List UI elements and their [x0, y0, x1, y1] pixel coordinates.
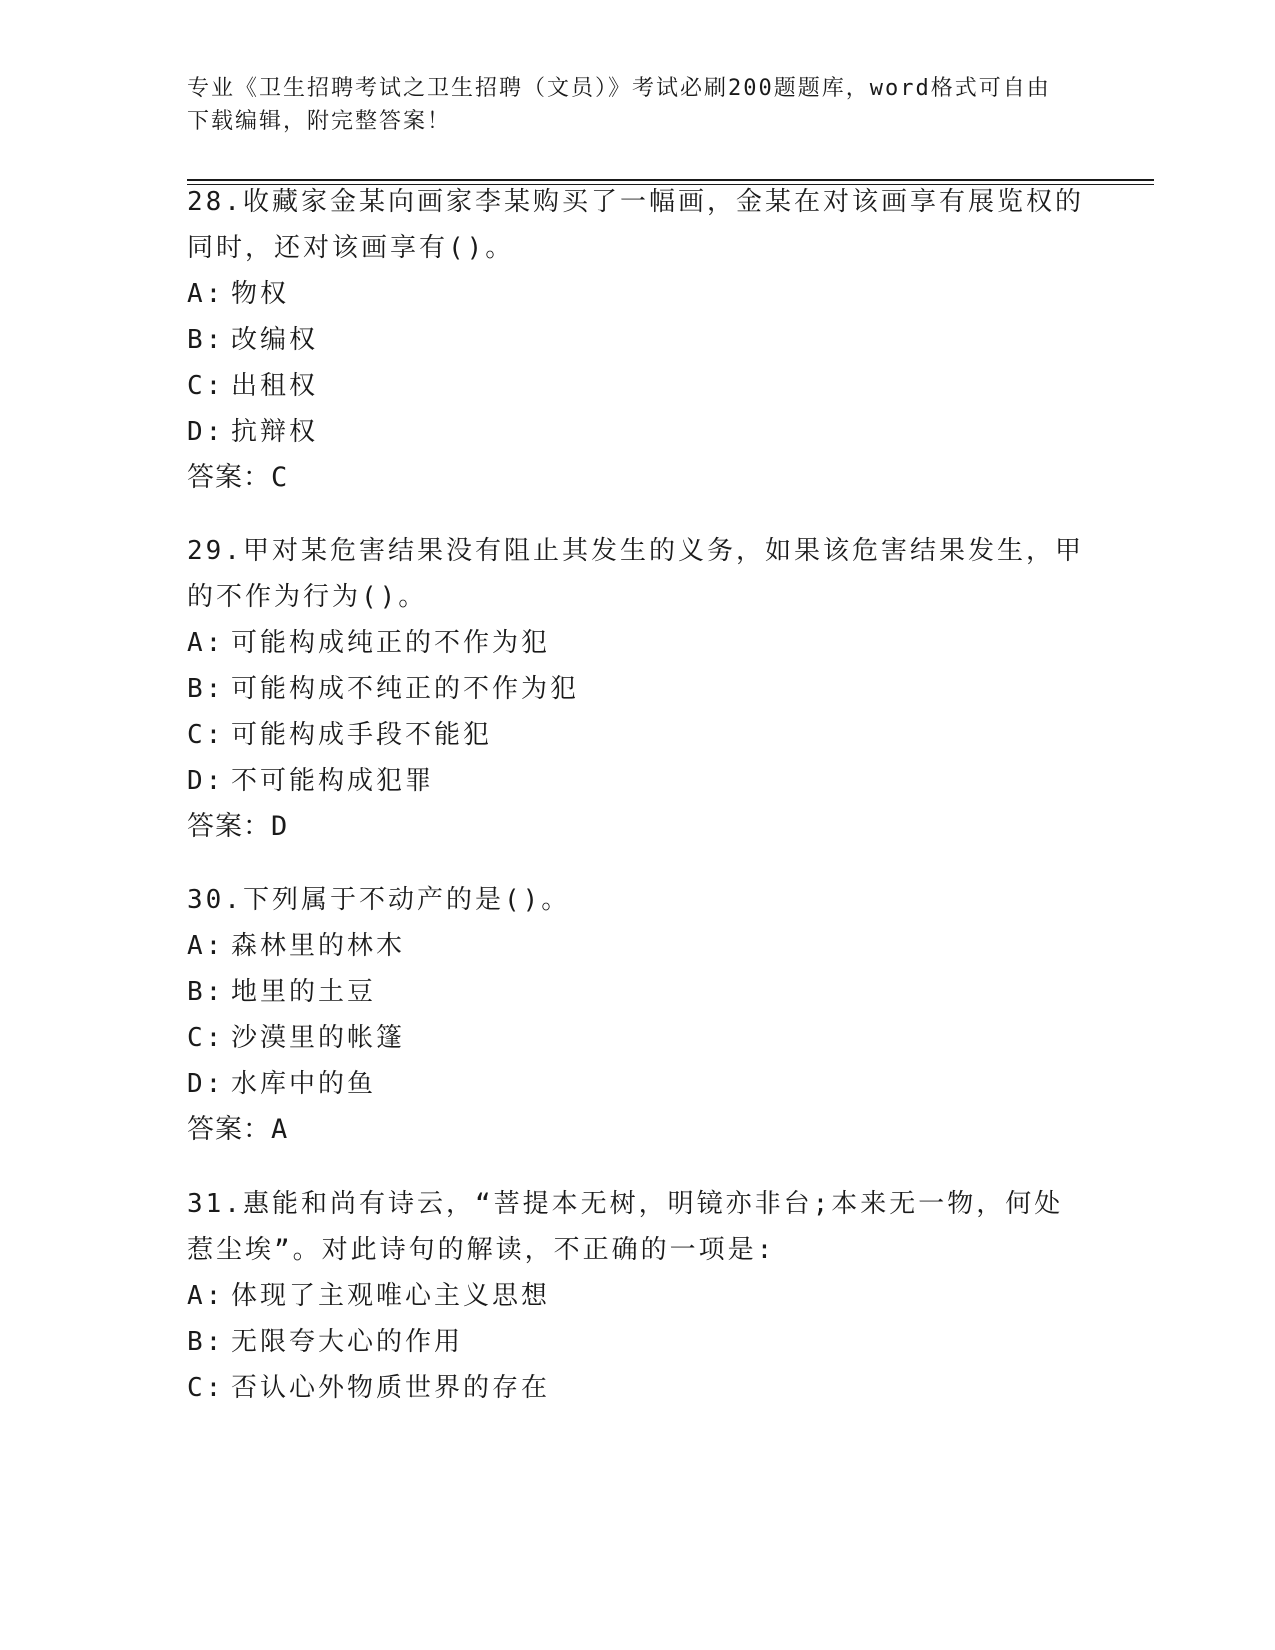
answer-label: 答案：: [187, 811, 271, 842]
option-text: 不可能构成犯罪: [231, 766, 435, 796]
option-letter: C:: [187, 371, 225, 401]
option-letter: B:: [187, 674, 225, 704]
option-text: 无限夸大心的作用: [231, 1327, 464, 1357]
option-a: [187, 1273, 1087, 1319]
option-text: 水库中的鱼: [231, 1069, 377, 1099]
option-c: [187, 363, 1087, 409]
question-stem: 29.甲对某危害结果没有阻止其发生的义务，如果该危害结果发生，甲的不作为行为()。: [187, 536, 1084, 612]
option-letter: B:: [187, 1327, 225, 1357]
option-letter: A:: [187, 279, 225, 309]
document-header: 专业《卫生招聘考试之卫生招聘（文员）》考试必刷200题题库，word格式可自由下载编辑，附完整答案！: [187, 76, 1051, 134]
answer-value: C: [271, 462, 289, 493]
option-d: [187, 758, 1087, 804]
option-text: 地里的土豆: [231, 977, 377, 1007]
question-29: [187, 528, 1087, 850]
option-text: 出租权: [231, 371, 319, 401]
option-b: [187, 666, 1087, 712]
option-d: [187, 1061, 1087, 1107]
answer-line: [187, 1107, 1087, 1153]
question-28: [187, 179, 1087, 501]
option-letter: D:: [187, 417, 225, 447]
question-31: [187, 1181, 1087, 1411]
answer-line: [187, 455, 1087, 501]
answer-line: [187, 804, 1087, 850]
option-a: [187, 620, 1087, 666]
option-letter: C:: [187, 720, 225, 750]
option-letter: C:: [187, 1023, 225, 1053]
option-c: [187, 1015, 1087, 1061]
answer-label: 答案：: [187, 1114, 271, 1145]
question-stem: 31.惠能和尚有诗云，“菩提本无树，明镜亦非台;本来无一物，何处惹尘埃”。对此诗句的解读，不正确的一项是:: [187, 1189, 1064, 1265]
option-text: 体现了主观唯心主义思想: [231, 1281, 551, 1311]
question-stem: 30.下列属于不动产的是()。: [187, 885, 571, 915]
option-text: 可能构成不纯正的不作为犯: [231, 674, 580, 704]
answer-value: D: [271, 811, 289, 842]
answer-value: A: [271, 1114, 289, 1145]
option-text: 可能构成纯正的不作为犯: [231, 628, 551, 658]
option-text: 抗辩权: [231, 417, 319, 447]
option-text: 森林里的林木: [231, 931, 406, 961]
option-d: [187, 409, 1087, 455]
option-letter: C:: [187, 1373, 225, 1403]
option-a: [187, 923, 1087, 969]
option-letter: B:: [187, 325, 225, 355]
option-text: 沙漠里的帐篷: [231, 1023, 406, 1053]
option-letter: D:: [187, 1069, 225, 1099]
option-letter: A:: [187, 1281, 225, 1311]
option-letter: A:: [187, 931, 225, 961]
option-letter: A:: [187, 628, 225, 658]
option-text: 改编权: [231, 325, 319, 355]
option-letter: D:: [187, 766, 225, 796]
option-c: [187, 1365, 1087, 1411]
option-letter: B:: [187, 977, 225, 1007]
option-text: 物权: [231, 279, 290, 309]
option-c: [187, 712, 1087, 758]
question-30: [187, 877, 1087, 1153]
option-text: 否认心外物质世界的存在: [231, 1373, 551, 1403]
answer-label: 答案：: [187, 462, 271, 493]
option-b: [187, 969, 1087, 1015]
question-stem: 28.收藏家金某向画家李某购买了一幅画，金某在对该画享有展览权的同时，还对该画享有()。: [187, 187, 1084, 263]
option-b: [187, 317, 1087, 363]
option-text: 可能构成手段不能犯: [231, 720, 493, 750]
option-a: [187, 271, 1087, 317]
option-b: [187, 1319, 1087, 1365]
